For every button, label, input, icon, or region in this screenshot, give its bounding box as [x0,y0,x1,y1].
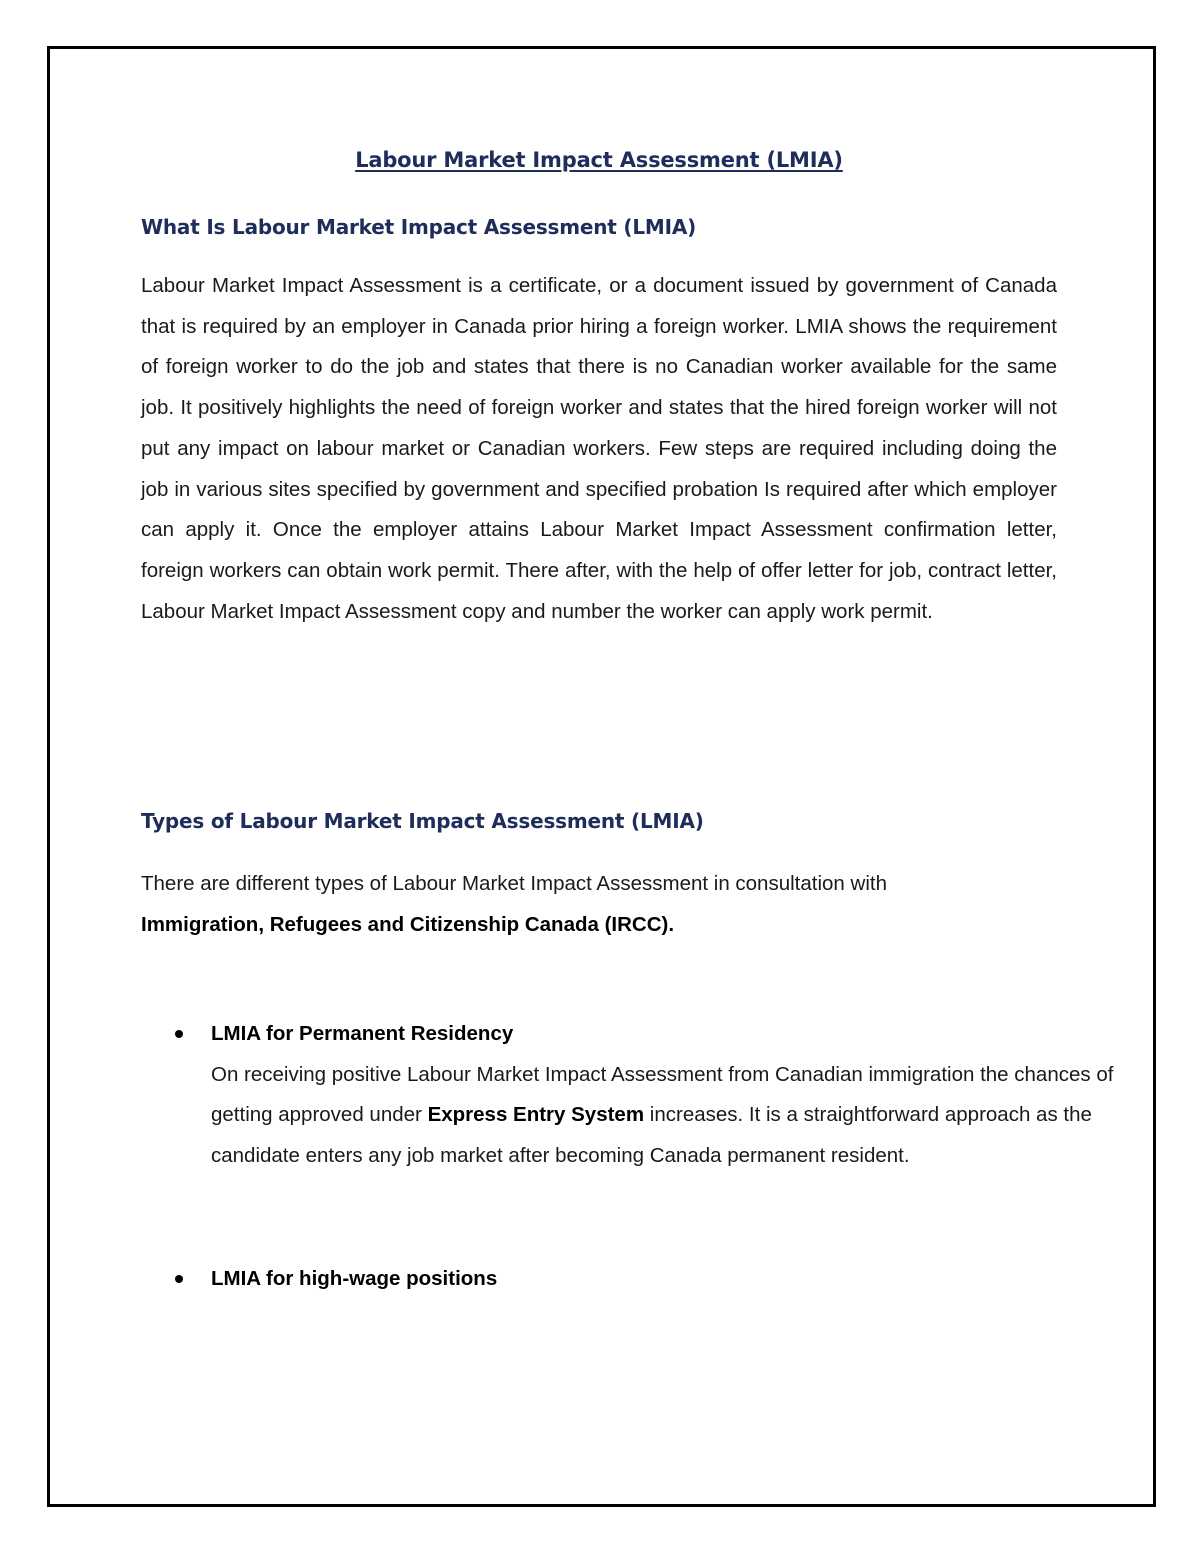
document-content [141,140,1114,1290]
list-item-body-after: increases. It is a straightforward approach as the candidate enters any job market after becoming Canada permanent resident. [211,1103,1092,1168]
list-item-body-bold: Express Entry System [427,1103,645,1127]
document-title: Labour Market Impact Assessment (LMIA) [355,148,843,172]
list-item-title: LMIA for high-wage positions [211,1267,498,1290]
section-heading-types-of-lmia: Types of Labour Market Impact Assessment (LMIA) [141,809,704,833]
list-item-title: LMIA for Permanent Residency [211,1022,514,1045]
section-heading-what-is-lmia: What Is Labour Market Impact Assessment (LMIA) [141,215,697,239]
list-item-body-before: On receiving positive Labour Market Impact Assessment from Canadian immigration the chances of getting approved under [211,1062,1114,1127]
list-item-body [211,1055,1127,1177]
section-paragraph-what-is-lmia: Labour Market Impact Assessment is a certificate, or a document issued by government of Canada that is required by an employer in Canada prior hiring a foreign worker. LMIA shows the requirement of foreign worker to do the job and states that there is no Canadian worker available for the same job. It positively highlights the need of foreign worker and states that the hired foreign worker will not put any impact on labour market or Canadian workers. Few steps are required including doing the job in various sites specified by government and specified probation Is required after which employer can apply it. Once the employer attains Labour Market Impact Assessment confirmation letter, foreign workers can obtain work permit. There after, with the help of offer letter for job, contract letter, Labour Market Impact Assessment copy and number the worker can apply work permit. [141,274,1057,623]
bullet-icon [175,1030,183,1038]
section-types-of-lmia [141,864,1057,945]
types-intro-text: There are different types of Labour Market Impact Assessment in consultation with [141,872,887,895]
types-intro-paragraph [141,864,1057,945]
list-item [141,1014,1127,1177]
list-item [141,1259,1127,1300]
types-intro-bold: Immigration, Refugees and Citizenship Canada (IRCC). [141,912,675,936]
bullet-icon [175,1275,183,1283]
